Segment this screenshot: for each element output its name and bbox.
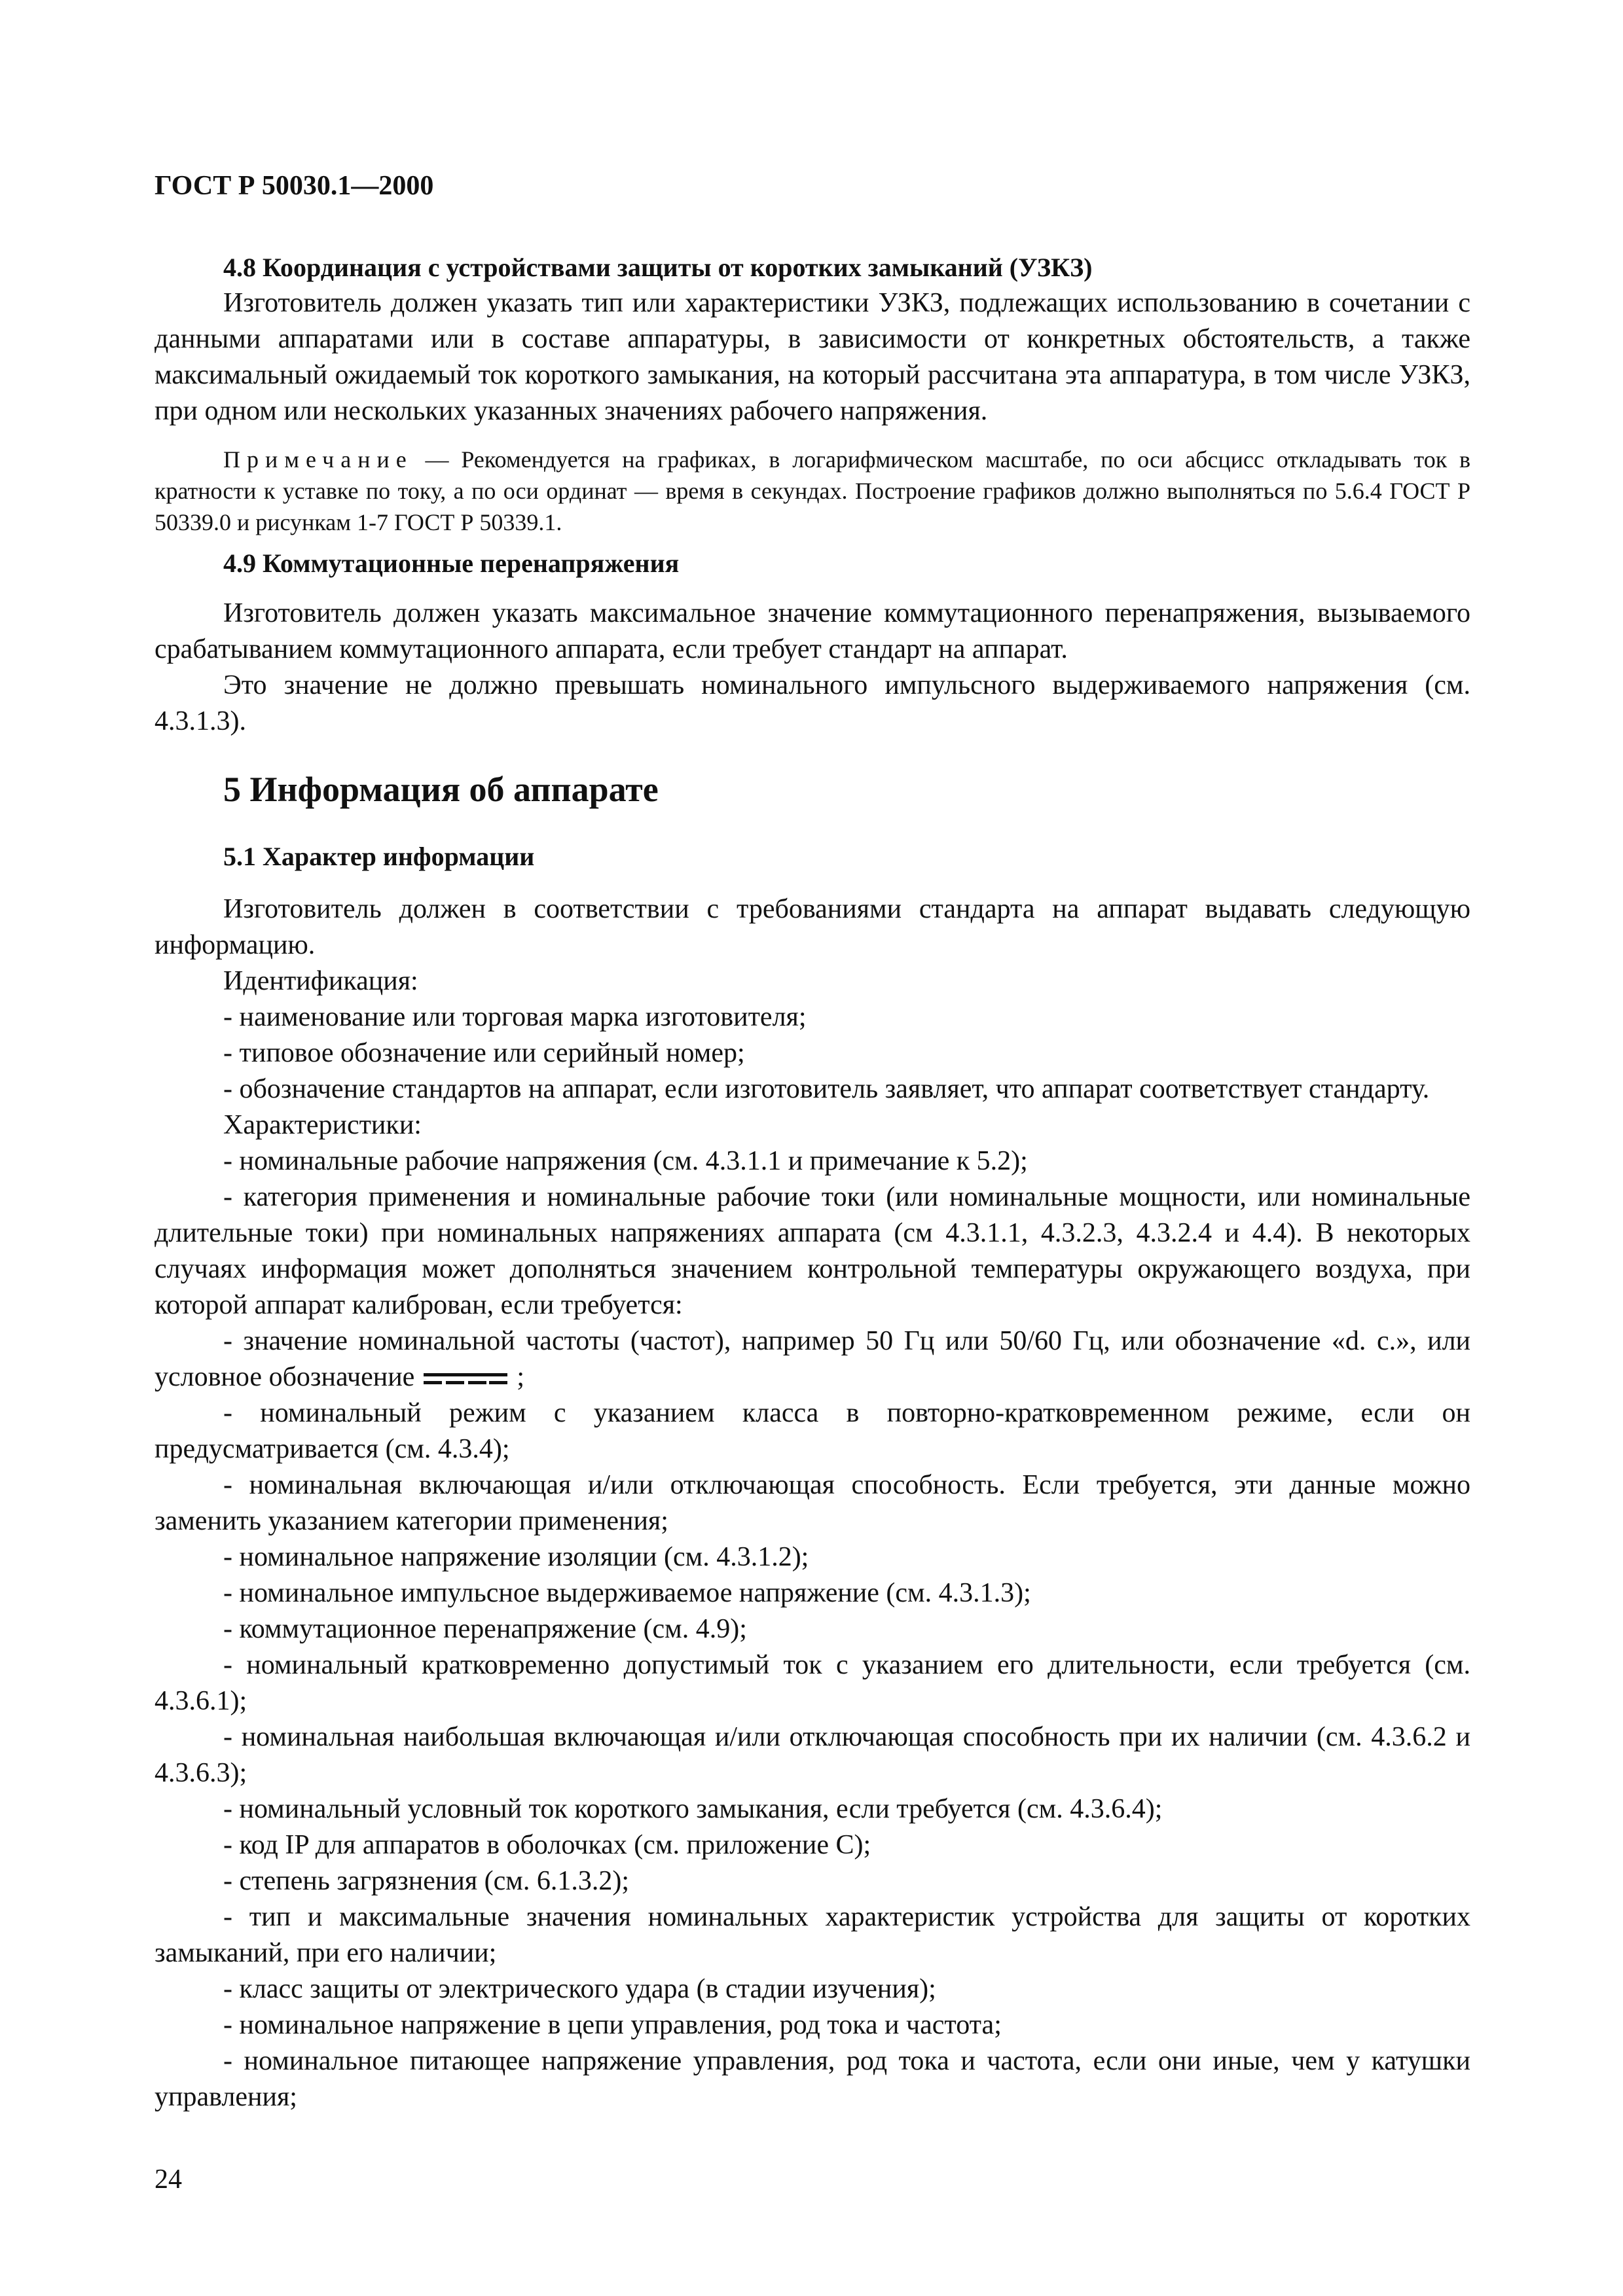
direct-current-symbol-icon: [424, 1372, 507, 1386]
spacer: [155, 581, 1470, 596]
identification-list: [155, 999, 1470, 1107]
section-5-1-intro: Изготовитель должен в соответствии с требованиями стандарта на аппарат выдавать следующую информацию.: [155, 894, 1470, 960]
list-item: - код IP для аппаратов в оболочках (см. приложение С);: [223, 1830, 871, 1860]
section-4-9-paragraph-1: Изготовитель должен указать максимальное значение коммутационного перенапряжения, вызываемого срабатыванием коммутационного аппарата, если требует стандарт на аппарат.: [155, 598, 1470, 664]
frequency-text: - значение номинальной частоты (частот), например 50 Гц или 50/60 Гц, или обозначение «d. c.», или условное обозначение: [155, 1326, 1470, 1392]
section-4-8-title: 4.8 Координация с устройствами защиты от коротких замыканий (УЗКЗ): [223, 253, 1093, 282]
list-item: - коммутационное перенапряжение (см. 4.9);: [223, 1614, 747, 1644]
note-text: — Рекомендуется на графиках, в логарифмическом масштабе, по оси абсцисс откладывать ток в кратности к уставке по току, а по оси ординат — время в секундах. Построение графиков должно выполняться по 5.6.4 ГОСТ Р 50339.0 и рисункам 1-7 ГОСТ Р 50339.1.: [155, 446, 1470, 535]
page-content: [155, 148, 1470, 2115]
note-label: Примечание: [223, 446, 413, 473]
list-item: - обозначение стандартов на аппарат, если изготовитель заявляет, что аппарат соответствует стандарту.: [223, 1074, 1430, 1104]
characteristics-label: Характеристики:: [223, 1110, 422, 1140]
section-5-1-title: 5.1 Характер информации: [223, 842, 535, 871]
list-item: - типовое обозначение или серийный номер;: [223, 1038, 745, 1068]
list-item: - номинальный условный ток короткого замыкания, если требуется (см. 4.3.6.4);: [223, 1794, 1163, 1824]
list-item: - наименование или торговая марка изготовителя;: [223, 1002, 807, 1032]
identification-label: Идентификация:: [223, 966, 418, 996]
section-4-8-paragraph: Изготовитель должен указать тип или характеристики УЗКЗ, подлежащих использованию в сочетании с данными аппаратами или в составе аппаратуры, в зависимости от конкретных обстоятельств, а также максимальный ожидаемый ток короткого замыкания, на который рассчитана эта аппаратура, в том числе УЗКЗ, при одном или нескольких указанных значениях рабочего напряжения.: [155, 288, 1470, 426]
list-item: - класс защиты от электрического удара (в стадии изучения);: [223, 1974, 936, 2004]
section-4-8-note: [155, 444, 1470, 538]
list-item: - номинальная наибольшая включающая и/или отключающая способность при их наличии (см. 4.3.6.2 и 4.3.6.3);: [155, 1722, 1470, 1788]
section-4-9-title: 4.9 Коммутационные перенапряжения: [223, 548, 680, 578]
list-item: - категория применения и номинальные рабочие токи (или номинальные мощности, или номинальные длительные токи) при номинальных напряжениях аппарата (см 4.3.1.1, 4.3.2.3, 4.3.2.4 и 4.4). В некоторых случаях информация может дополняться значением контрольной температуры окружающего воздуха, при которой аппарат калиброван, если требуется:: [155, 1182, 1470, 1320]
list-item: - номинальное импульсное выдерживаемое напряжение (см. 4.3.1.3);: [223, 1578, 1031, 1608]
standard-header: ГОСТ Р 50030.1—2000: [155, 171, 434, 201]
list-item: - номинальное питающее напряжение управления, род тока и частота, если они иные, чем у катушки управления;: [155, 2046, 1470, 2112]
list-item: - тип и максимальные значения номинальных характеристик устройства для защиты от коротких замыканий, при его наличии;: [155, 1902, 1470, 1968]
list-item: - номинальный режим с указанием класса в повторно-кратковременном режиме, если он предусматривается (см. 4.3.4);: [155, 1398, 1470, 1464]
characteristics-list: [155, 1143, 1470, 2115]
list-item: - номинальное напряжение в цепи управления, род тока и частота;: [223, 2010, 1002, 2040]
section-4-9-paragraph-2: Это значение не должно превышать номинального импульсного выдерживаемого напряжения (см. 4.3.1.3).: [155, 670, 1470, 736]
frequency-end: ;: [517, 1362, 524, 1392]
list-item: - номинальное напряжение изоляции (см. 4.3.1.2);: [223, 1542, 809, 1572]
page-number: 24: [155, 2164, 182, 2195]
section-5-title: 5 Информация об аппарате: [223, 770, 659, 809]
spacer: [155, 874, 1470, 891]
list-item: - номинальные рабочие напряжения (см. 4.3.1.1 и примечание к 5.2);: [223, 1146, 1028, 1176]
list-item: - номинальный кратковременно допустимый ток с указанием его длительности, если требуется (см. 4.3.6.1);: [155, 1650, 1470, 1716]
list-item-frequency: [155, 1323, 1470, 1395]
list-item: - степень загрязнения (см. 6.1.3.2);: [223, 1866, 629, 1896]
list-item: - номинальная включающая и/или отключающая способность. Если требуется, эти данные можно заменить указанием категории применения;: [155, 1470, 1470, 1536]
